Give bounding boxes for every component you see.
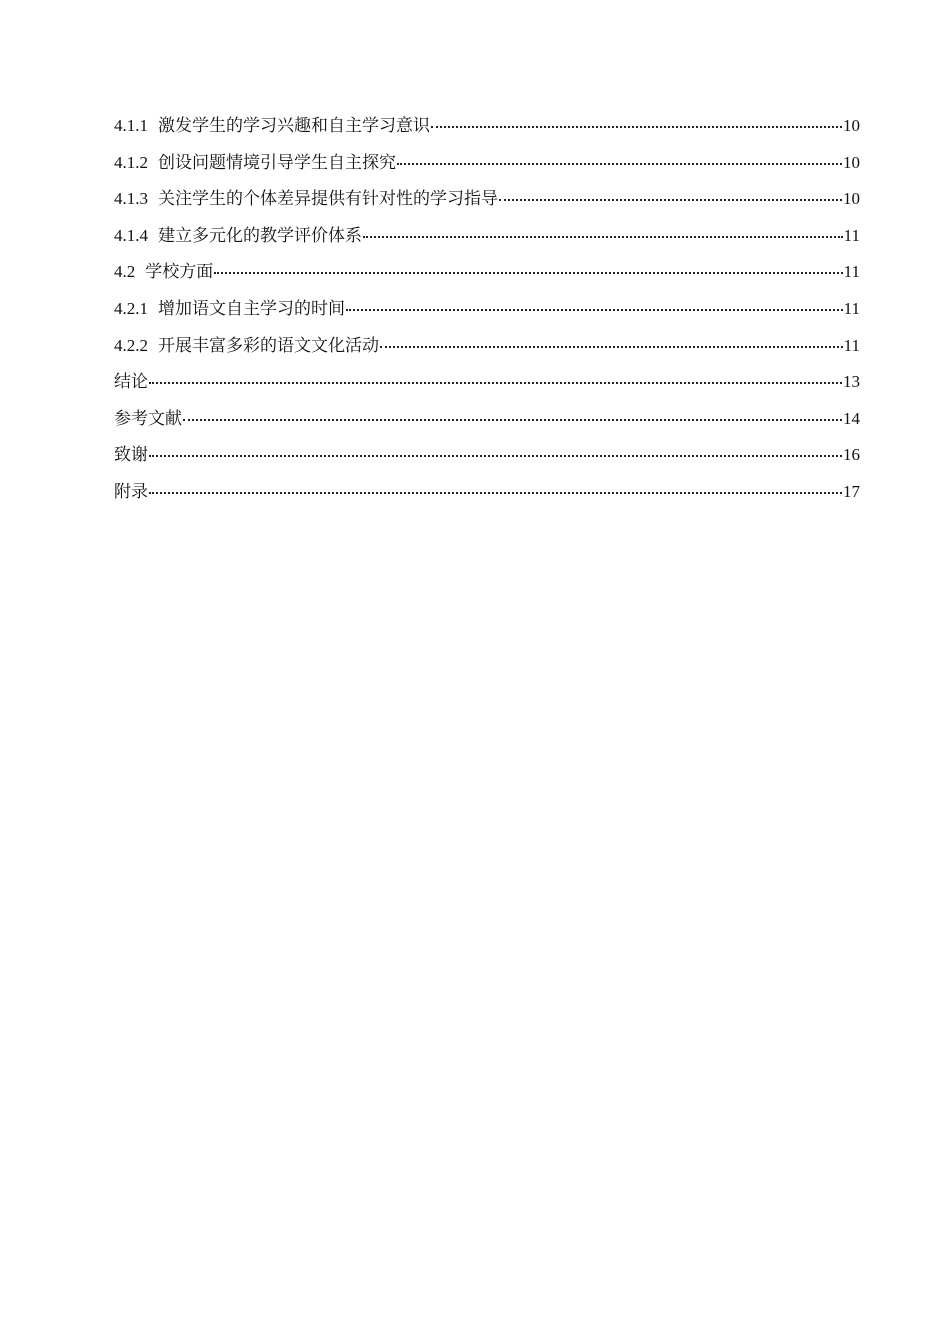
toc-dot-leader bbox=[431, 126, 842, 128]
toc-entry[interactable] bbox=[114, 478, 860, 515]
toc-entry-title: 建立多元化的教学评价体系 bbox=[158, 225, 362, 246]
toc-dot-leader bbox=[183, 419, 842, 421]
toc-entry-page: 10 bbox=[843, 116, 860, 135]
toc-entry-title: 结论 bbox=[114, 372, 148, 393]
toc-entry[interactable] bbox=[114, 222, 860, 259]
toc-entry-title: 增加语文自主学习的时间 bbox=[158, 298, 345, 319]
toc-entry[interactable] bbox=[114, 295, 860, 332]
toc-entry-title: 参考文献 bbox=[114, 408, 182, 429]
toc-entry-number: 4.2.1 bbox=[114, 298, 148, 318]
toc-entry-number: 4.2.2 bbox=[114, 335, 148, 355]
toc-entry-page: 14 bbox=[843, 408, 860, 428]
toc-entry-number: 4.1.3 bbox=[114, 189, 148, 209]
toc-dot-leader bbox=[214, 272, 842, 274]
toc-entry[interactable] bbox=[114, 368, 860, 405]
table-of-contents bbox=[114, 112, 860, 515]
toc-entry-page: 10 bbox=[843, 189, 860, 209]
toc-entry-number: 4.1.1 bbox=[114, 116, 148, 135]
toc-entry-page: 11 bbox=[843, 225, 860, 245]
toc-entry[interactable] bbox=[114, 112, 860, 149]
toc-dot-leader bbox=[346, 309, 843, 311]
toc-entry-number: 4.1.4 bbox=[114, 225, 148, 245]
toc-entry[interactable] bbox=[114, 149, 860, 186]
toc-entry-title: 开展丰富多彩的语文文化活动 bbox=[158, 335, 379, 356]
toc-dot-leader bbox=[499, 199, 842, 201]
toc-entry-page: 11 bbox=[843, 335, 860, 355]
toc-entry-page: 13 bbox=[843, 372, 860, 392]
toc-entry-page: 16 bbox=[843, 445, 860, 465]
toc-entry-title: 创设问题情境引导学生自主探究 bbox=[158, 152, 396, 173]
toc-dot-leader bbox=[149, 492, 842, 494]
toc-entry-number: 4.2 bbox=[114, 262, 136, 282]
toc-entry-page: 11 bbox=[843, 298, 860, 318]
toc-dot-leader bbox=[149, 382, 842, 384]
toc-entry-page: 10 bbox=[843, 152, 860, 172]
toc-dot-leader bbox=[149, 455, 842, 457]
toc-entry-title: 激发学生的学习兴趣和自主学习意识 bbox=[158, 116, 430, 136]
toc-entry-title: 学校方面 bbox=[145, 262, 214, 283]
toc-entry-page: 17 bbox=[843, 481, 860, 501]
toc-entry-title: 关注学生的个体差异提供有针对性的学习指导 bbox=[158, 189, 498, 210]
toc-entry-page: 11 bbox=[843, 262, 860, 282]
toc-dot-leader bbox=[380, 346, 843, 348]
toc-dot-leader bbox=[397, 163, 842, 165]
toc-entry[interactable] bbox=[114, 441, 860, 478]
toc-entry[interactable] bbox=[114, 258, 860, 295]
toc-entry-title: 附录 bbox=[114, 481, 148, 502]
toc-dot-leader bbox=[363, 236, 843, 238]
toc-entry-number: 4.1.2 bbox=[114, 152, 148, 172]
toc-entry[interactable] bbox=[114, 405, 860, 442]
toc-entry-title: 致谢 bbox=[114, 445, 148, 466]
toc-entry[interactable] bbox=[114, 185, 860, 222]
toc-entry[interactable] bbox=[114, 332, 860, 369]
